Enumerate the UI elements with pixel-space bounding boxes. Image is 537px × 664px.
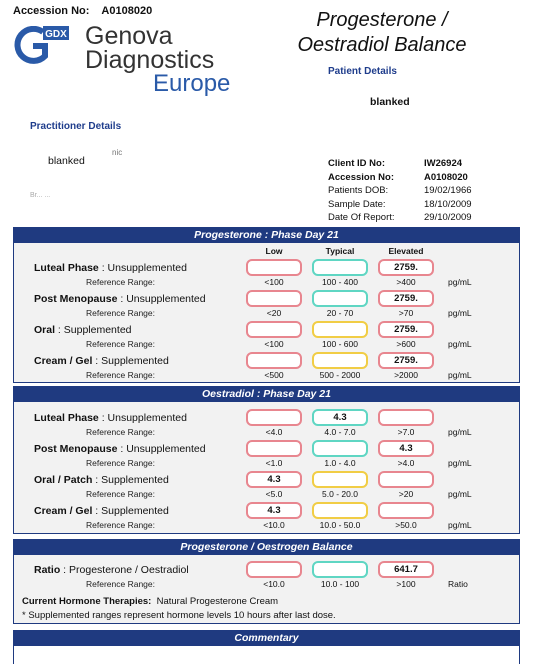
info-value: 18/10/2009 xyxy=(424,198,472,210)
patient-details-heading: Patient Details xyxy=(328,66,397,77)
typical-range: 500 - 2000 xyxy=(319,370,361,380)
reference-range-label: Reference Range: xyxy=(86,308,155,318)
info-row xyxy=(328,198,472,212)
result-name: Ratio : Progesterone / Oestradiol xyxy=(34,564,189,576)
info-value: IW26924 xyxy=(424,158,463,169)
oestradiol-panel-body xyxy=(14,402,519,533)
oestradiol-panel xyxy=(13,386,520,534)
typical-range: 5.0 - 20.0 xyxy=(322,489,358,499)
elevated-value-box xyxy=(378,502,434,519)
elevated-range: >20 xyxy=(398,489,414,499)
result-status: Supplemented xyxy=(101,505,169,517)
low-value-box xyxy=(246,321,302,338)
result-label: Post Menopause xyxy=(34,293,118,305)
result-name: Oral : Supplemented xyxy=(34,324,132,336)
elevated-range: >2000 xyxy=(394,370,418,380)
result-label: Cream / Gel xyxy=(34,505,93,517)
typical-range: 100 - 400 xyxy=(322,277,358,287)
typical-range: 100 - 600 xyxy=(322,339,358,349)
low-value-box: 4.3 xyxy=(246,471,302,488)
info-row xyxy=(328,157,472,171)
elevated-value-box xyxy=(378,471,434,488)
low-value-box xyxy=(246,440,302,457)
result-status: Unsupplemented xyxy=(107,412,187,424)
low-range: <5.0 xyxy=(265,489,283,499)
info-value: A0108020 xyxy=(424,171,468,183)
practitioner-name: blanked xyxy=(48,155,85,167)
typical-value-box xyxy=(312,561,368,578)
info-key: Client ID No: xyxy=(328,158,385,169)
info-key: Patients DOB: xyxy=(328,185,389,196)
typical-value-box xyxy=(312,471,368,488)
reference-range-label: Reference Range: xyxy=(86,520,155,530)
typical-value-box xyxy=(312,290,368,307)
progesterone-panel-body xyxy=(14,243,519,382)
result-label: Oral / Patch xyxy=(34,474,93,486)
elevated-value-box: 2759. xyxy=(378,290,434,307)
elevated-range: >100 xyxy=(396,579,416,589)
result-label: Oral xyxy=(34,324,56,336)
result-label: Ratio xyxy=(34,564,61,576)
title-line-1: Progesterone / xyxy=(316,9,448,31)
unit-label: pg/mL xyxy=(448,427,472,437)
elevated-range: >50.0 xyxy=(395,520,417,530)
info-row xyxy=(328,211,472,225)
result-label: Luteal Phase xyxy=(34,262,99,274)
result-status: Unsupplemented xyxy=(107,262,187,274)
reference-range-label: Reference Range: xyxy=(86,339,155,349)
result-name: Cream / Gel : Supplemented xyxy=(34,505,169,517)
typical-value-box xyxy=(312,352,368,369)
result-name: Cream / Gel : Supplemented xyxy=(34,355,169,367)
info-value: 19/02/1966 xyxy=(424,185,472,196)
low-value-box xyxy=(246,409,302,426)
logo-line-2: Diagnostics xyxy=(85,46,215,74)
therapies-value: Natural Progesterone Cream xyxy=(156,596,279,607)
balance-panel-title: Progesterone / Oestrogen Balance xyxy=(14,540,519,555)
elevated-value-box: 2759. xyxy=(378,259,434,276)
result-status: Supplemented xyxy=(101,474,169,486)
info-key: Sample Date: xyxy=(328,198,386,210)
elevated-range: >70 xyxy=(398,308,414,318)
low-range: <20 xyxy=(266,308,282,318)
result-status: Progesterone / Oestradiol xyxy=(69,564,189,576)
column-header-low: Low xyxy=(265,246,283,256)
typical-range: 10.0 - 50.0 xyxy=(319,520,361,530)
report-title xyxy=(272,8,492,58)
low-range: <10.0 xyxy=(263,579,285,589)
client-info xyxy=(328,157,472,225)
info-key: Date Of Report: xyxy=(328,212,395,223)
column-header-elevated: Elevated xyxy=(388,246,424,256)
result-status: Supplemented xyxy=(63,324,132,336)
low-range: <1.0 xyxy=(265,458,283,468)
result-status: Unsupplemented xyxy=(126,293,206,305)
result-name: Oral / Patch : Supplemented xyxy=(34,474,169,486)
practitioner-fragment: Br... ... xyxy=(30,192,51,199)
progesterone-panel-title: Progesterone : Phase Day 21 xyxy=(14,228,519,243)
practitioner-details-heading: Practitioner Details xyxy=(30,121,122,132)
elevated-value-box xyxy=(378,409,434,426)
elevated-value-box: 4.3 xyxy=(378,440,434,457)
oestradiol-panel-title: Oestradiol : Phase Day 21 xyxy=(14,387,519,402)
patient-name: blanked xyxy=(370,96,410,108)
low-value-box xyxy=(246,259,302,276)
low-range: <500 xyxy=(264,370,284,380)
low-value-box xyxy=(246,290,302,307)
logo-line-1: Genova xyxy=(85,22,173,50)
reference-range-label: Reference Range: xyxy=(86,489,155,499)
elevated-value-box: 2759. xyxy=(378,321,434,338)
typical-range: 4.0 - 7.0 xyxy=(324,427,356,437)
logo-wordmark xyxy=(85,24,230,96)
gdx-logo-icon xyxy=(13,26,73,66)
typical-range: 1.0 - 4.0 xyxy=(324,458,356,468)
result-label: Post Menopause xyxy=(34,443,118,455)
company-logo xyxy=(13,22,231,97)
unit-label: pg/mL xyxy=(448,370,472,380)
typical-value-box xyxy=(312,440,368,457)
balance-panel xyxy=(13,539,520,624)
typical-value-box: 4.3 xyxy=(312,409,368,426)
info-value: 29/10/2009 xyxy=(424,212,472,223)
unit-label: pg/mL xyxy=(448,489,472,499)
elevated-range: >4.0 xyxy=(397,458,415,468)
reference-range-label: Reference Range: xyxy=(86,277,155,287)
typical-value-box xyxy=(312,502,368,519)
progesterone-panel xyxy=(13,227,520,383)
elevated-range: >400 xyxy=(396,277,416,287)
result-name: Luteal Phase : Unsupplemented xyxy=(34,412,187,424)
practitioner-fragment: nic xyxy=(112,148,123,157)
info-row xyxy=(328,184,472,198)
unit-label: pg/mL xyxy=(448,277,472,287)
column-header-typical: Typical xyxy=(325,246,355,256)
unit-label: pg/mL xyxy=(448,458,472,468)
result-status: Unsupplemented xyxy=(126,443,206,455)
current-therapies xyxy=(22,596,278,607)
commentary-panel xyxy=(13,630,520,664)
reference-range-label: Reference Range: xyxy=(86,579,155,589)
reference-range-label: Reference Range: xyxy=(86,427,155,437)
low-range: <10.0 xyxy=(263,520,285,530)
unit-label: pg/mL xyxy=(448,520,472,530)
reference-range-label: Reference Range: xyxy=(86,458,155,468)
typical-value-box xyxy=(312,321,368,338)
result-name: Luteal Phase : Unsupplemented xyxy=(34,262,187,274)
low-range: <100 xyxy=(264,339,284,349)
low-value-box xyxy=(246,352,302,369)
accession-label: Accession No: xyxy=(13,5,90,17)
typical-range: 10.0 - 100 xyxy=(320,579,360,589)
commentary-panel-title: Commentary xyxy=(14,631,519,646)
unit-label: pg/mL xyxy=(448,308,472,318)
title-line-2: Oestradiol Balance xyxy=(297,34,467,56)
result-status: Supplemented xyxy=(101,355,169,367)
info-key: Accession No: xyxy=(328,171,394,183)
result-name: Post Menopause : Unsupplemented xyxy=(34,293,206,305)
result-label: Cream / Gel xyxy=(34,355,93,367)
low-range: <4.0 xyxy=(265,427,283,437)
info-row xyxy=(328,171,472,185)
elevated-value-box: 641.7 xyxy=(378,561,434,578)
low-value-box xyxy=(246,561,302,578)
low-range: <100 xyxy=(264,277,284,287)
accession-value: A0108020 xyxy=(101,5,153,17)
typical-range: 20 - 70 xyxy=(326,308,354,318)
elevated-range: >600 xyxy=(396,339,416,349)
typical-value-box xyxy=(312,259,368,276)
supplement-note: * Supplemented ranges represent hormone levels 10 hours after last dose. xyxy=(22,610,336,621)
logo-mark-text: GDX xyxy=(45,29,67,40)
logo-line-3: Europe xyxy=(153,70,231,97)
result-name: Post Menopause : Unsupplemented xyxy=(34,443,206,455)
unit-label: Ratio xyxy=(448,579,468,589)
result-label: Luteal Phase xyxy=(34,412,99,424)
elevated-range: >7.0 xyxy=(397,427,415,437)
accession-header xyxy=(13,5,152,17)
unit-label: pg/mL xyxy=(448,339,472,349)
balance-panel-body xyxy=(14,555,519,623)
elevated-value-box: 2759. xyxy=(378,352,434,369)
therapies-label: Current Hormone Therapies: xyxy=(22,596,152,607)
commentary-body xyxy=(14,646,519,664)
reference-range-label: Reference Range: xyxy=(86,370,155,380)
low-value-box: 4.3 xyxy=(246,502,302,519)
